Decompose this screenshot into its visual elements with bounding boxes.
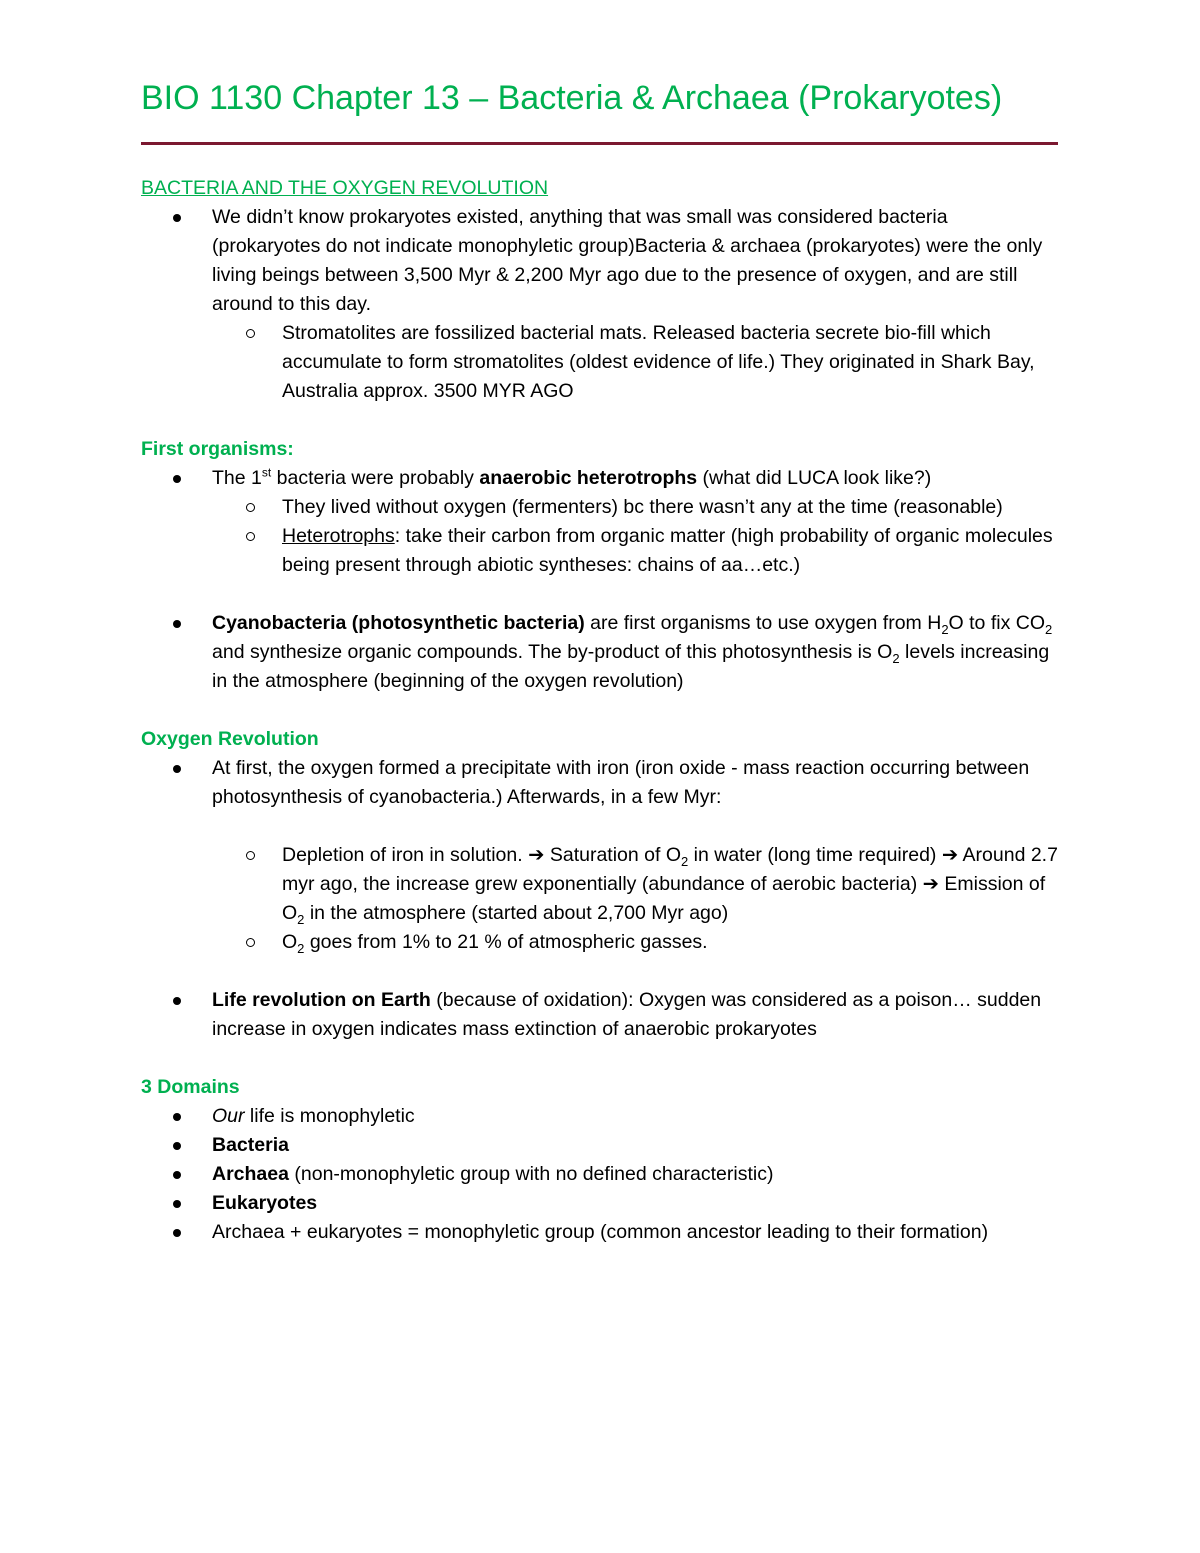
circle-bullet-icon [246,851,255,860]
bullet-item [141,609,1061,696]
bullet-icon [173,997,181,1005]
bullet-text: Cyanobacteria (photosynthetic bacteria) are first organisms to use oxygen from $H_2O$ to fix $CO_2$ and synthesize organic compounds. The by-product of this photosynthesis is $O_2$ levels increasing in the atmosphere (beginning of the oxygen revolution) [212,612,1053,692]
bullet-icon [173,1229,181,1237]
arrow-icon: ➔ [941,844,959,866]
sub-bullet-text: $O_2$ goes from 1% to 21 % of atmospheric gasses. [282,931,708,956]
bullet-text: Life revolution on Earth (because of oxidation): Oxygen was considered as a poison… sudden increase in oxygen indicates mass extinction of anaerobic prokaryotes [212,989,1042,1040]
bullet-item [141,1102,1061,1131]
bullet-list [141,1102,1061,1247]
section-heading-oxygen-revolution: Oxygen Revolution [141,728,319,750]
bullet-text: Eukaryotes [212,1192,318,1214]
bullet-text: We didn’t know prokaryotes existed, anything that was small was considered bacteria (prokaryotes do not indicate monophyletic group)Bacteria & archaea (prokaryotes) were the only living beings between 3,500 Myr & 2,200 Myr ago due to the presence of oxygen, and are still around to this day. [212,206,1043,315]
section-heading-bacteria-oxygen: BACTERIA AND THE OXYGEN REVOLUTION [141,177,549,199]
bullet-icon [173,1200,181,1208]
document-body [141,174,1061,1247]
bullet-text: Archaea + eukaryotes = monophyletic group (common ancestor leading to their formation) [212,1221,989,1243]
sub-bullet-item [141,319,1061,406]
sub-bullet-text: Depletion of iron in solution. ➔ Saturation of $O_2$ in water (long time required) ➔ Around 2.7 myr ago, the increase grew exponentially (abundance of aerobic bacteria) ➔ Emission of $O_2$ in the atmosphere (started about 2,700 Myr ago) [282,844,1058,927]
bullet-item [141,203,1061,319]
bullet-text: Bacteria [212,1134,289,1156]
bullet-icon [173,1171,181,1179]
circle-bullet-icon [246,938,255,947]
section-heading-3-domains: 3 Domains [141,1076,240,1098]
bullet-list [141,986,1061,1044]
bullet-item [141,986,1061,1044]
title-divider [141,142,1058,145]
circle-bullet-icon [246,532,255,541]
sub-bullet-text: Stromatolites are fossilized bacterial mats. Released bacteria secrete bio-fill which accumulate to form stromatolites (oldest evidence of life.) They originated in Shark Bay, Australia approx. 3500 MYR AGO [282,322,1035,402]
bullet-item [141,464,1061,493]
bullet-icon [173,765,181,773]
circle-bullet-icon [246,503,255,512]
bullet-list [141,609,1061,696]
bullet-text: At first, the oxygen formed a precipitate with iron (iron oxide - mass reaction occurring between photosynthesis of cyanobacteria.) Afterwards, in a few Myr: [212,757,1030,808]
bullet-item [141,1189,1061,1218]
bullet-list [141,754,1061,812]
bullet-text: The 1st bacteria were probably anaerobic heterotrophs (what did LUCA look like?) [212,465,932,489]
bullet-list [141,464,1061,580]
sub-bullet-text: Heterotrophs: take their carbon from organic matter (high probability of organic molecules being present through abiotic syntheses: chains of aa…etc.) [282,525,1053,576]
bullet-item [141,1131,1061,1160]
bullet-text: Our life is monophyletic [212,1105,415,1127]
arrow-icon: ➔ [922,873,939,895]
bullet-icon [173,214,181,222]
sub-bullet-item [141,928,1061,957]
bullet-item [141,754,1061,812]
sub-bullet-item [141,493,1061,522]
bullet-list [141,203,1061,406]
bullet-list [141,841,1061,957]
bullet-item [141,1160,1061,1189]
bullet-icon [173,1142,181,1150]
sub-bullet-text: They lived without oxygen (fermenters) bc there wasn’t any at the time (reasonable) [282,496,1003,518]
sub-bullet-item [141,522,1061,580]
sub-bullet-item [141,841,1061,928]
page-title: BIO 1130 Chapter 13 – Bacteria & Archaea (Prokaryotes) [141,79,1003,117]
bullet-text: Archaea (non-monophyletic group with no defined characteristic) [212,1163,774,1185]
arrow-icon: ➔ [528,844,545,866]
bullet-icon [173,475,181,483]
bullet-icon [173,620,181,628]
section-heading-first-organisms: First organisms: [141,438,294,460]
bullet-item [141,1218,1061,1247]
bullet-icon [173,1113,181,1121]
circle-bullet-icon [246,329,255,338]
